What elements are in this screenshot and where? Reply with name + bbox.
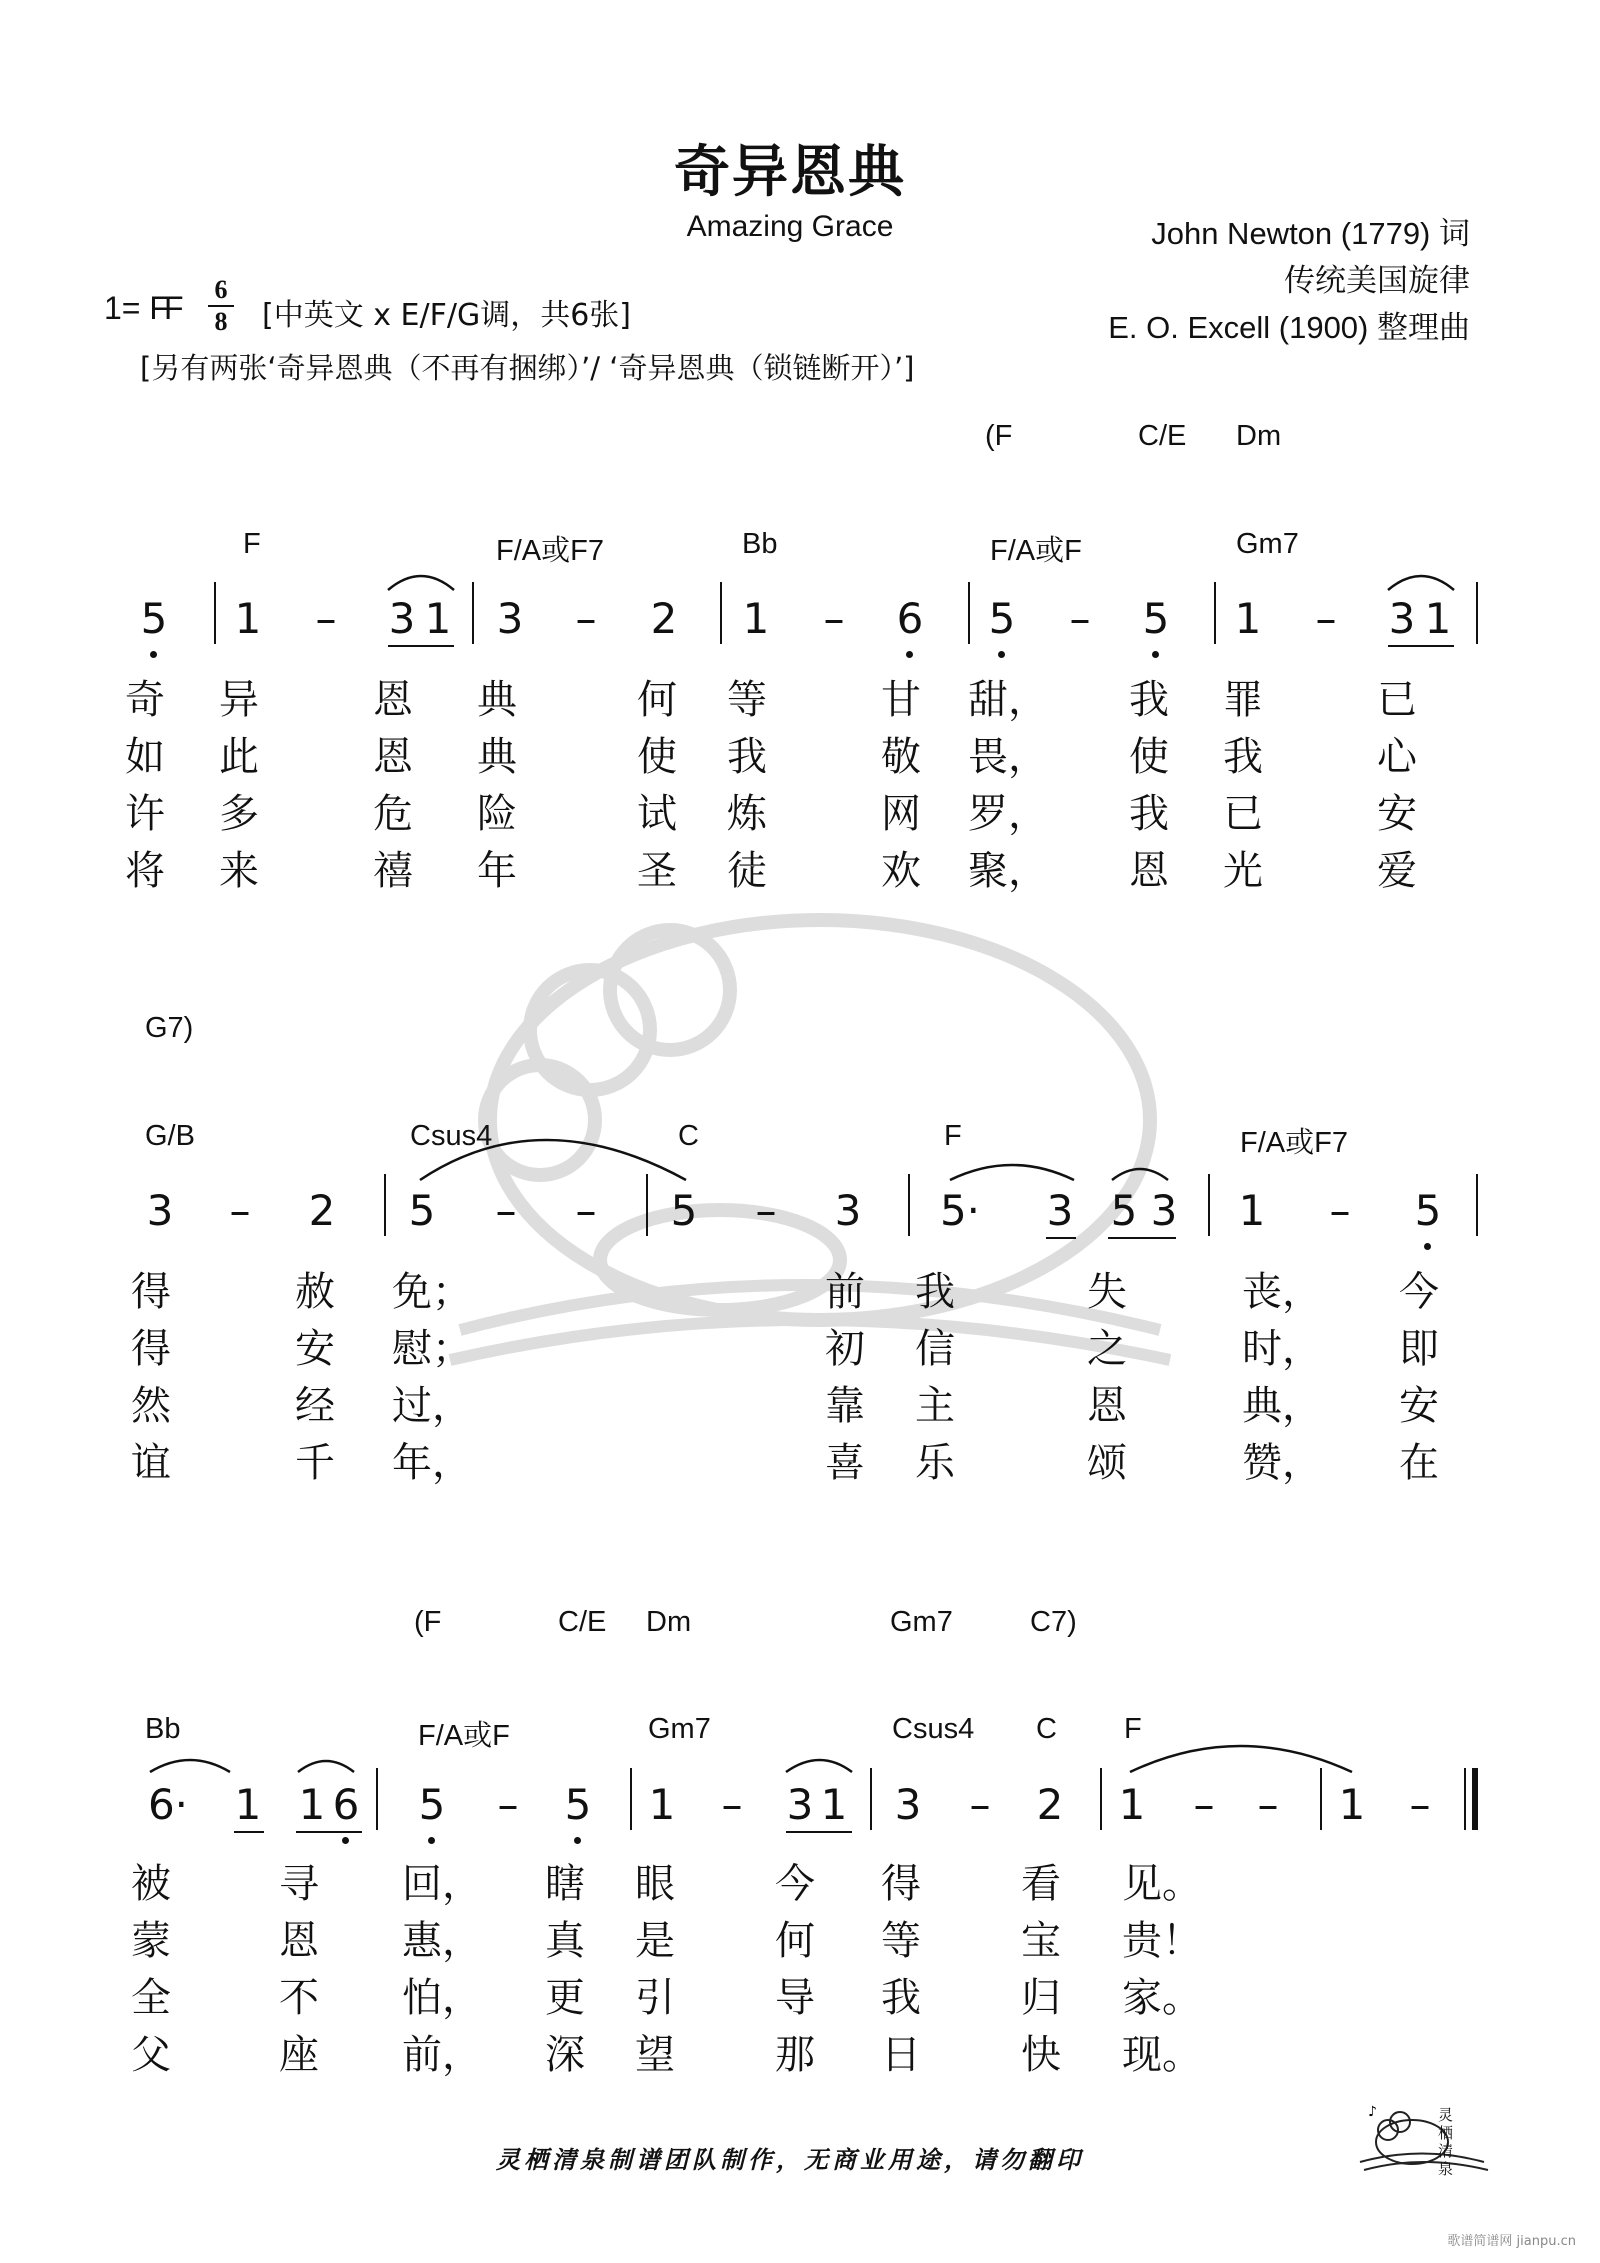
lyric-char: 典	[477, 734, 517, 780]
note: 1	[234, 1780, 262, 1829]
lyric-char: 甘	[881, 677, 921, 723]
lyric-char: 千	[295, 1440, 335, 1486]
note: 5	[408, 1186, 436, 1235]
lyric-char: 等	[881, 1918, 921, 1964]
lyric-char: 聚，	[968, 848, 1048, 894]
lyric-char: 安	[1377, 791, 1417, 837]
sheep-logo-icon	[1352, 2090, 1492, 2180]
lyric-char: 恩	[1087, 1383, 1127, 1429]
lyric-char: 更	[545, 1975, 585, 2021]
lyric-char: 试	[637, 791, 677, 837]
note: 5	[140, 594, 168, 643]
lyric-char: 已	[1377, 677, 1417, 723]
lyric-char: 之	[1087, 1326, 1127, 1372]
lyric-char: 炼	[727, 791, 767, 837]
lyric-char: 我	[727, 734, 767, 780]
lyric-char: 欢	[881, 848, 921, 894]
alt-chord: Gm7	[890, 1606, 953, 1638]
lyric-char: 不	[279, 1975, 319, 2021]
lyric-char: 日	[881, 2032, 921, 2078]
note: 1	[298, 1780, 326, 1829]
dash: –	[1329, 1186, 1351, 1235]
lyric-char: 眼	[635, 1861, 675, 1907]
note: 1	[1234, 594, 1262, 643]
lyric-char: 使	[637, 734, 677, 780]
key-letter: F	[164, 290, 184, 326]
chord-symbol: Gm7	[648, 1713, 711, 1745]
lyric-char: 典，	[1242, 1383, 1322, 1429]
version-note: [中英文 x E/F/G调，共6张]	[262, 298, 631, 333]
lyric-char: 赞，	[1242, 1440, 1322, 1486]
dash: –	[755, 1186, 777, 1235]
note: 5	[670, 1186, 698, 1235]
lyric-char: 看	[1021, 1861, 1061, 1907]
lyric-char: 何	[775, 1918, 815, 1964]
lyric-char: 险	[477, 791, 517, 837]
lyric-char: 此	[219, 734, 259, 780]
lyric-char: 在	[1399, 1440, 1439, 1486]
lyric-char: 徒	[727, 848, 767, 894]
dash: –	[497, 1780, 519, 1829]
chord-symbol: F	[243, 528, 261, 560]
footer-copyright: 灵栖清泉制谱团队制作，无商业用途，请勿翻印	[496, 2145, 1084, 2174]
lyric-char: 主	[915, 1383, 955, 1429]
lyric-char: 前	[825, 1269, 865, 1315]
note: 3	[388, 594, 416, 643]
key-signature: 1= F	[104, 290, 169, 326]
note: 1	[1118, 1780, 1146, 1829]
note: 3	[834, 1186, 862, 1235]
lyric-char: 爱	[1377, 848, 1417, 894]
note: 3	[1150, 1186, 1178, 1235]
lyric-char: 座	[279, 2032, 319, 2078]
alt-chord: (F	[414, 1606, 442, 1638]
lyric-char: 典	[477, 677, 517, 723]
lyric-char: 被	[131, 1861, 171, 1907]
dash: –	[575, 1186, 597, 1235]
lyric-char: 望	[635, 2032, 675, 2078]
logo-text: 灵栖清泉	[1438, 2106, 1454, 2178]
alt-chord: G7)	[145, 1012, 194, 1044]
dash: –	[229, 1186, 251, 1235]
lyric-char: 我	[1129, 791, 1169, 837]
chord-symbol: G/B	[145, 1120, 195, 1152]
lyric-char: 免；	[392, 1269, 472, 1315]
page-subtitle: Amazing Grace	[686, 210, 894, 243]
lyric-char: 宝	[1021, 1918, 1061, 1964]
note: 2	[650, 594, 678, 643]
lyric-char: 异	[219, 677, 259, 723]
lyric-char: 何	[637, 677, 677, 723]
lyric-char: 颂	[1087, 1440, 1127, 1486]
dash: –	[1193, 1780, 1215, 1829]
page-title: 奇异恩典	[674, 140, 906, 205]
lyric-char: 奇	[125, 677, 165, 723]
lyric-char: 怕，	[402, 1975, 482, 2021]
lyric-char: 危	[373, 791, 413, 837]
lyric-char: 我	[1223, 734, 1263, 780]
lyric-char: 喜	[825, 1440, 865, 1486]
lyric-char: 那	[775, 2032, 815, 2078]
lyric-char: 过，	[392, 1383, 472, 1429]
lyric-char: 引	[635, 1975, 675, 2021]
lyric-char: 见。	[1122, 1861, 1202, 1907]
note: 1	[424, 594, 452, 643]
lyric-char: 前，	[402, 2032, 482, 2078]
lyric-char: 我	[881, 1975, 921, 2021]
lyric-char: 圣	[637, 848, 677, 894]
lyric-char: 等	[727, 677, 767, 723]
alt-chord: Dm	[1236, 420, 1282, 452]
lyric-char: 网	[881, 791, 921, 837]
note: 1	[1338, 1780, 1366, 1829]
lyric-char: 靠	[825, 1383, 865, 1429]
lyric-char: 禧	[373, 848, 413, 894]
lyric-char: 丧，	[1242, 1269, 1322, 1315]
lyric-char: 光	[1223, 848, 1263, 894]
svg-text:♪: ♪	[1368, 2104, 1377, 2120]
lyric-char: 现。	[1122, 2032, 1202, 2078]
alt-chord: C/E	[1138, 420, 1187, 452]
note: 5	[1110, 1186, 1138, 1235]
lyric-char: 失	[1087, 1269, 1127, 1315]
lyric-char: 寻	[279, 1861, 319, 1907]
lyric-char: 罗，	[968, 791, 1048, 837]
note: 1	[1238, 1186, 1266, 1235]
chord-symbol: Gm7	[1236, 528, 1299, 560]
note: 3	[496, 594, 524, 643]
note: 2	[1036, 1780, 1064, 1829]
dash: –	[315, 594, 337, 643]
lyric-char: 得	[881, 1861, 921, 1907]
arranger-credit: E. O. Excell (1900) 整理曲	[1108, 310, 1470, 345]
dash: –	[823, 594, 845, 643]
lyric-char: 全	[131, 1975, 171, 2021]
note: 3	[146, 1186, 174, 1235]
lyric-char: 时，	[1242, 1326, 1322, 1372]
lyric-char: 今	[775, 1861, 815, 1907]
lyric-char: 恩	[373, 734, 413, 780]
note: 1	[742, 594, 770, 643]
chord-symbol: F/A或F7	[496, 535, 604, 567]
note: 6·	[147, 1780, 189, 1829]
lyric-char: 敬	[881, 734, 921, 780]
chord-symbol: C	[1036, 1713, 1057, 1745]
lyric-char: 父	[131, 2032, 171, 2078]
lyric-char: 谊	[131, 1440, 171, 1486]
dash: –	[1409, 1780, 1431, 1829]
note: 5	[1142, 594, 1170, 643]
lyric-char: 心	[1377, 734, 1417, 780]
lyric-char: 是	[635, 1918, 675, 1964]
melody-credit: 传统美国旋律	[1284, 263, 1470, 298]
lyric-char: 恩	[1129, 848, 1169, 894]
lyric-char: 贵！	[1122, 1918, 1202, 1964]
note: 5·	[939, 1186, 981, 1235]
dash: –	[1315, 594, 1337, 643]
lyric-char: 我	[1129, 677, 1169, 723]
note: 1	[648, 1780, 676, 1829]
lyric-char: 今	[1399, 1269, 1439, 1315]
lyric-char: 得	[131, 1269, 171, 1315]
lyric-char: 赦	[295, 1269, 335, 1315]
lyric-char: 恩	[279, 1918, 319, 1964]
lyric-char: 年，	[392, 1440, 472, 1486]
lyric-char: 深	[545, 2032, 585, 2078]
lyric-char: 罪	[1223, 677, 1263, 723]
note: 6	[332, 1780, 360, 1829]
lyric-char: 经	[295, 1383, 335, 1429]
note: 3	[894, 1780, 922, 1829]
alt-chord: (F	[985, 420, 1013, 452]
lyric-char: 快	[1021, 2032, 1061, 2078]
chord-symbol: Bb	[742, 528, 778, 560]
lyric-char: 多	[219, 791, 259, 837]
note: 1	[234, 594, 262, 643]
dash: –	[1069, 594, 1091, 643]
dash: –	[721, 1780, 743, 1829]
note: 1	[820, 1780, 848, 1829]
lyric-char: 许	[125, 791, 165, 837]
lyric-char: 家。	[1122, 1975, 1202, 2021]
note: 5	[988, 594, 1016, 643]
note: 1	[1424, 594, 1452, 643]
dash: –	[969, 1780, 991, 1829]
lyric-char: 年	[477, 848, 517, 894]
lyric-char: 安	[295, 1326, 335, 1372]
lyricist-credit: John Newton (1779) 词	[1151, 216, 1470, 251]
note: 5	[564, 1780, 592, 1829]
time-signature-top: 6	[214, 275, 228, 304]
lyric-char: 慰；	[392, 1326, 472, 1372]
note: 3	[786, 1780, 814, 1829]
lyric-char: 甜，	[968, 677, 1048, 723]
note: 5	[418, 1780, 446, 1829]
chord-symbol: Bb	[145, 1713, 181, 1745]
lyric-char: 初	[825, 1326, 865, 1372]
lyric-char: 如	[125, 734, 165, 780]
chord-symbol: F	[944, 1120, 962, 1152]
note: 5	[1414, 1186, 1442, 1235]
lyric-char: 蒙	[131, 1918, 171, 1964]
chord-symbol: F/A或F7	[1240, 1127, 1348, 1159]
lyric-char: 畏，	[968, 734, 1048, 780]
lyric-char: 得	[131, 1326, 171, 1372]
lyric-char: 信	[915, 1326, 955, 1372]
chord-symbol: Csus4	[410, 1120, 493, 1152]
lyric-char: 瞎	[545, 1861, 585, 1907]
dash: –	[575, 594, 597, 643]
lyric-char: 惠，	[402, 1918, 482, 1964]
chord-symbol: C	[678, 1120, 699, 1152]
chord-symbol: Csus4	[892, 1713, 975, 1745]
lyric-char: 即	[1399, 1326, 1439, 1372]
note: 3	[1046, 1186, 1074, 1235]
time-signature-bottom: 8	[214, 307, 228, 336]
dash: –	[495, 1186, 517, 1235]
chord-symbol: F/A或F	[418, 1720, 510, 1752]
lyric-char: 安	[1399, 1383, 1439, 1429]
lyric-char: 来	[219, 848, 259, 894]
note: 6	[896, 594, 924, 643]
lyric-char: 使	[1129, 734, 1169, 780]
lyric-char: 真	[545, 1918, 585, 1964]
alt-chord: C/E	[558, 1606, 607, 1638]
lyric-char: 乐	[915, 1440, 955, 1486]
other-versions-note: [另有两张‘奇异恩典（不再有捆绑）’/ ‘奇异恩典（锁链断开）’]	[140, 351, 915, 385]
dash: –	[1257, 1780, 1279, 1829]
lyric-char: 然	[131, 1383, 171, 1429]
note: 3	[1388, 594, 1416, 643]
lyric-char: 我	[915, 1269, 955, 1315]
alt-chord: C7)	[1030, 1606, 1077, 1638]
lyric-char: 回，	[402, 1861, 482, 1907]
lyric-char: 恩	[373, 677, 413, 723]
lyric-char: 导	[775, 1975, 815, 2021]
chord-symbol: F/A或F	[990, 535, 1082, 567]
lyric-char: 归	[1021, 1975, 1061, 2021]
chord-symbol: F	[1124, 1713, 1142, 1745]
lyric-char: 已	[1223, 791, 1263, 837]
site-watermark: 歌谱简谱网 jianpu.cn	[1447, 2234, 1576, 2249]
lyric-char: 将	[125, 848, 165, 894]
note: 2	[308, 1186, 336, 1235]
alt-chord: Dm	[646, 1606, 692, 1638]
